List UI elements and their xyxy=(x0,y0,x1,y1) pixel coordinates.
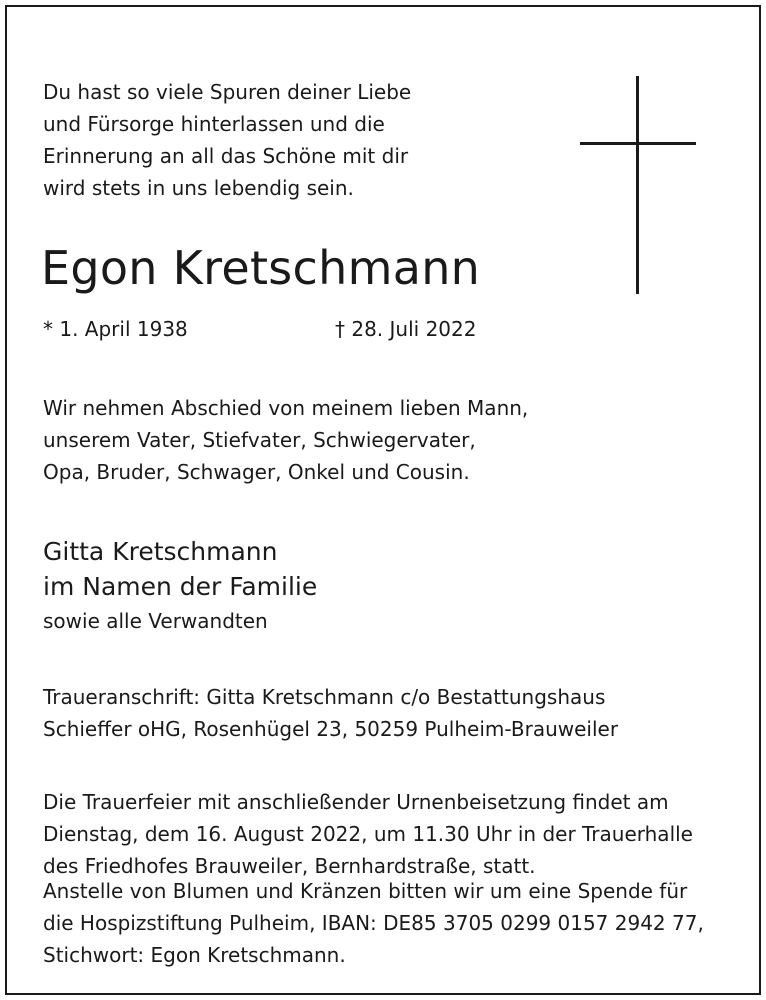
farewell-line: Wir nehmen Abschied von meinem lieben Mann, xyxy=(43,396,529,420)
cross-horizontal-bar xyxy=(580,142,696,145)
farewell-line: Opa, Bruder, Schwager, Onkel und Cousin. xyxy=(43,460,470,484)
motto-line: wird stets in uns lebendig sein. xyxy=(43,176,354,200)
signer-block xyxy=(43,534,317,604)
motto-line: Erinnerung an all das Schöne mit dir xyxy=(43,144,409,168)
deceased-name: Egon Kretschmann xyxy=(41,241,481,295)
ceremony-info xyxy=(43,786,693,882)
address-line: Schieffer oHG, Rosenhügel 23, 50259 Pulheim-Brauweiler xyxy=(43,717,619,741)
motto-verse xyxy=(43,76,411,204)
address-line: Traueranschrift: Gitta Kretschmann c/o Bestattungshaus xyxy=(43,685,606,709)
donation-line: die Hospizstiftung Pulheim, IBAN: DE85 3705 0299 0157 2942 77, xyxy=(43,911,704,935)
signer-role: im Namen der Familie xyxy=(43,572,318,601)
motto-line: Du hast so viele Spuren deiner Liebe xyxy=(43,80,412,104)
donation-line: Stichwort: Egon Kretschmann. xyxy=(43,943,346,967)
farewell-line: unserem Vater, Stiefvater, Schwiegervater, xyxy=(43,428,476,452)
birth-date: * 1. April 1938 xyxy=(43,317,188,341)
farewell-text xyxy=(43,392,528,488)
relatives-line: sowie alle Verwandten xyxy=(43,609,268,633)
signer-name: Gitta Kretschmann xyxy=(43,537,278,566)
cross-vertical-bar xyxy=(636,76,639,294)
ceremony-line: Die Trauerfeier mit anschließender Urnenbeisetzung findet am xyxy=(43,790,669,814)
cross-icon xyxy=(580,76,696,294)
ceremony-line: Dienstag, dem 16. August 2022, um 11.30 Uhr in der Trauerhalle xyxy=(43,822,693,846)
donation-line: Anstelle von Blumen und Kränzen bitten wir um eine Spende für xyxy=(43,879,688,903)
donation-info xyxy=(43,875,704,971)
mourning-address xyxy=(43,681,618,745)
ceremony-line: des Friedhofes Brauweiler, Bernhardstraße, statt. xyxy=(43,854,536,878)
death-date: † 28. Juli 2022 xyxy=(335,317,477,341)
motto-line: und Fürsorge hinterlassen und die xyxy=(43,112,385,136)
